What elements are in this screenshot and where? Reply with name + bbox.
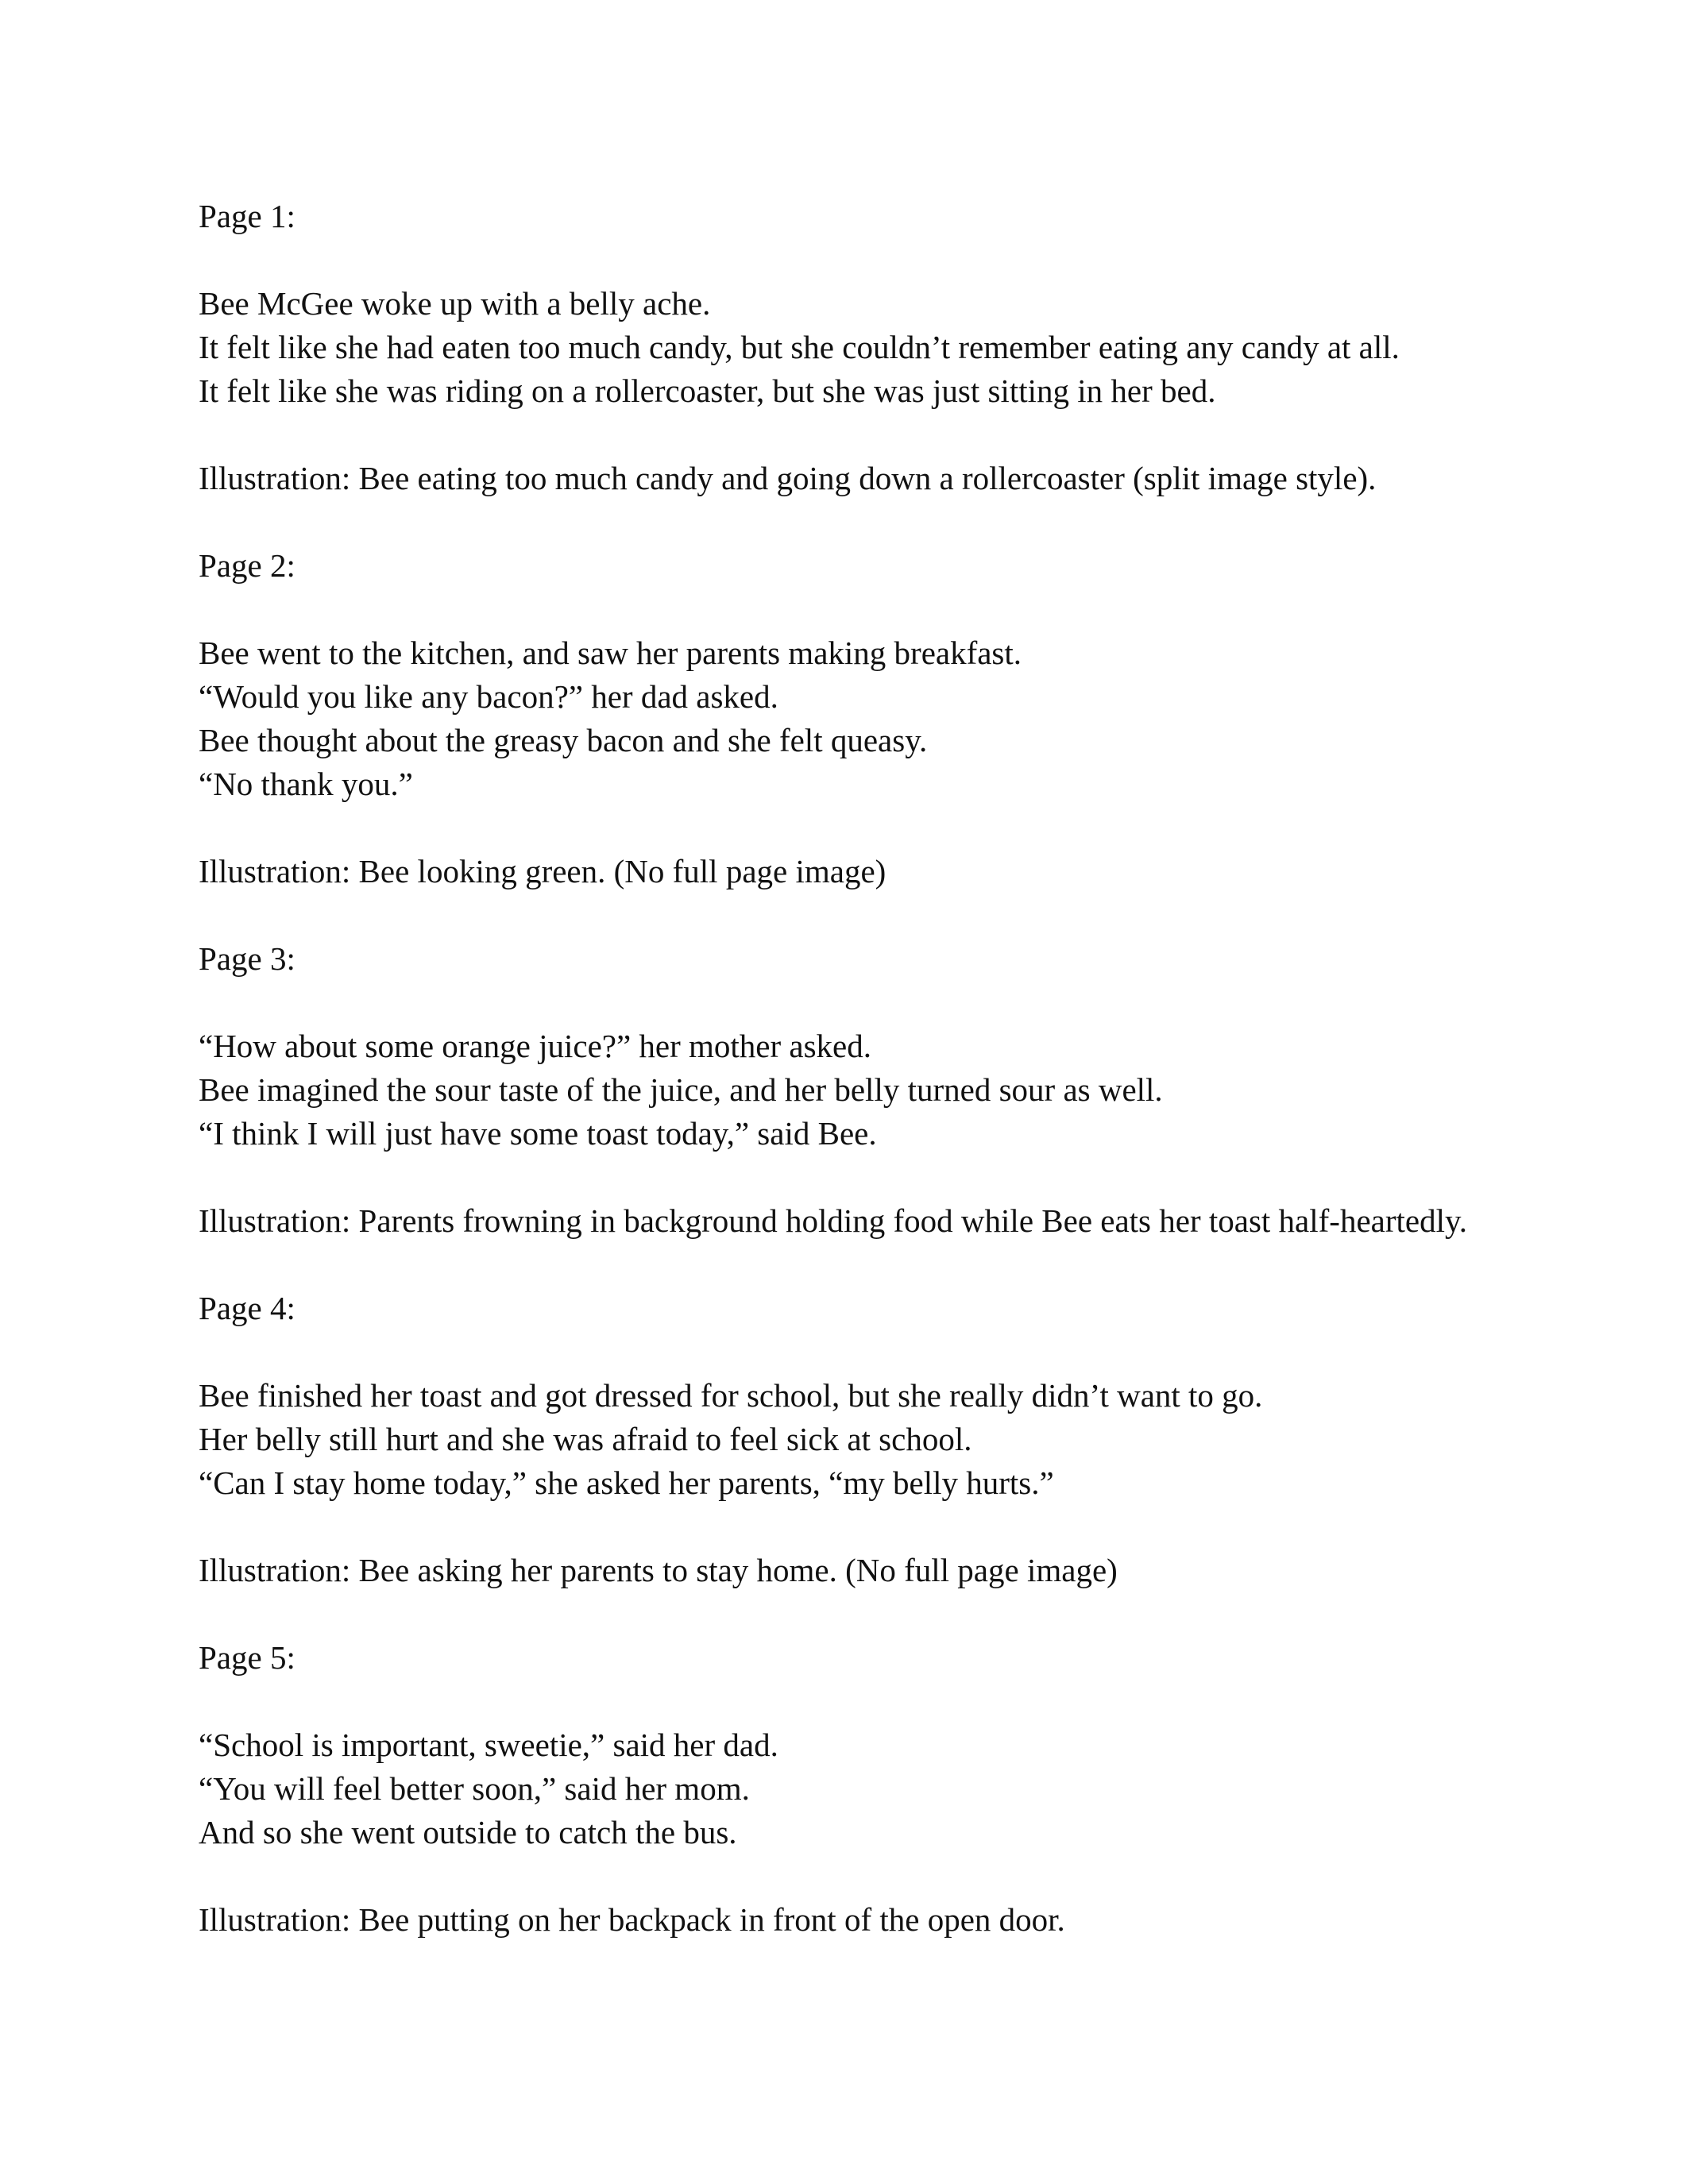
story-section-page-4 [199, 1287, 1549, 1592]
illustration-note: Illustration: Bee asking her parents to stay home. (No full page image) [199, 1552, 1118, 1588]
section-heading: Page 2: [199, 547, 295, 584]
story-line: And so she went outside to catch the bus. [199, 1814, 737, 1850]
story-line: “How about some orange juice?” her mother asked. [199, 1028, 872, 1064]
story-section-page-1 [199, 195, 1549, 500]
illustration-note: Illustration: Bee putting on her backpack in front of the open door. [199, 1901, 1065, 1938]
story-line: Her belly still hurt and she was afraid to feel sick at school. [199, 1421, 972, 1457]
story-line: Bee imagined the sour taste of the juice, and her belly turned sour as well. [199, 1071, 1163, 1108]
story-line: Bee went to the kitchen, and saw her parents making breakfast. [199, 635, 1022, 671]
story-section-page-2 [199, 544, 1549, 893]
story-section-page-5 [199, 1636, 1549, 1942]
section-heading: Page 1: [199, 198, 295, 234]
story-line: Bee McGee woke up with a belly ache. [199, 285, 711, 322]
story-line: “Would you like any bacon?” her dad asked. [199, 678, 778, 715]
manuscript-text [199, 195, 1549, 1985]
section-heading: Page 4: [199, 1290, 295, 1326]
story-line: It felt like she had eaten too much candy, but she couldn’t remember eating any candy at all. [199, 329, 1400, 365]
story-paragraph [199, 1374, 1549, 1505]
story-paragraph [199, 631, 1549, 806]
story-line: “School is important, sweetie,” said her dad. [199, 1727, 778, 1763]
illustration-note: Illustration: Parents frowning in background holding food while Bee eats her toast half-heartedly. [199, 1202, 1468, 1239]
illustration-note: Illustration: Bee eating too much candy and going down a rollercoaster (split image style). [199, 460, 1377, 496]
story-line: Bee finished her toast and got dressed for school, but she really didn’t want to go. [199, 1377, 1263, 1414]
story-line: Bee thought about the greasy bacon and she felt queasy. [199, 722, 928, 758]
story-line: “You will feel better soon,” said her mom. [199, 1770, 750, 1807]
story-paragraph [199, 1723, 1549, 1854]
story-section-page-3 [199, 937, 1549, 1243]
story-line: “I think I will just have some toast today,” said Bee. [199, 1115, 877, 1152]
story-paragraph [199, 282, 1549, 413]
story-line: “Can I stay home today,” she asked her parents, “my belly hurts.” [199, 1464, 1054, 1501]
story-line: It felt like she was riding on a rollercoaster, but she was just sitting in her bed. [199, 372, 1216, 409]
section-heading: Page 5: [199, 1639, 295, 1676]
story-paragraph [199, 1024, 1549, 1156]
story-line: “No thank you.” [199, 766, 413, 802]
section-heading: Page 3: [199, 940, 295, 977]
illustration-note: Illustration: Bee looking green. (No full page image) [199, 853, 886, 889]
